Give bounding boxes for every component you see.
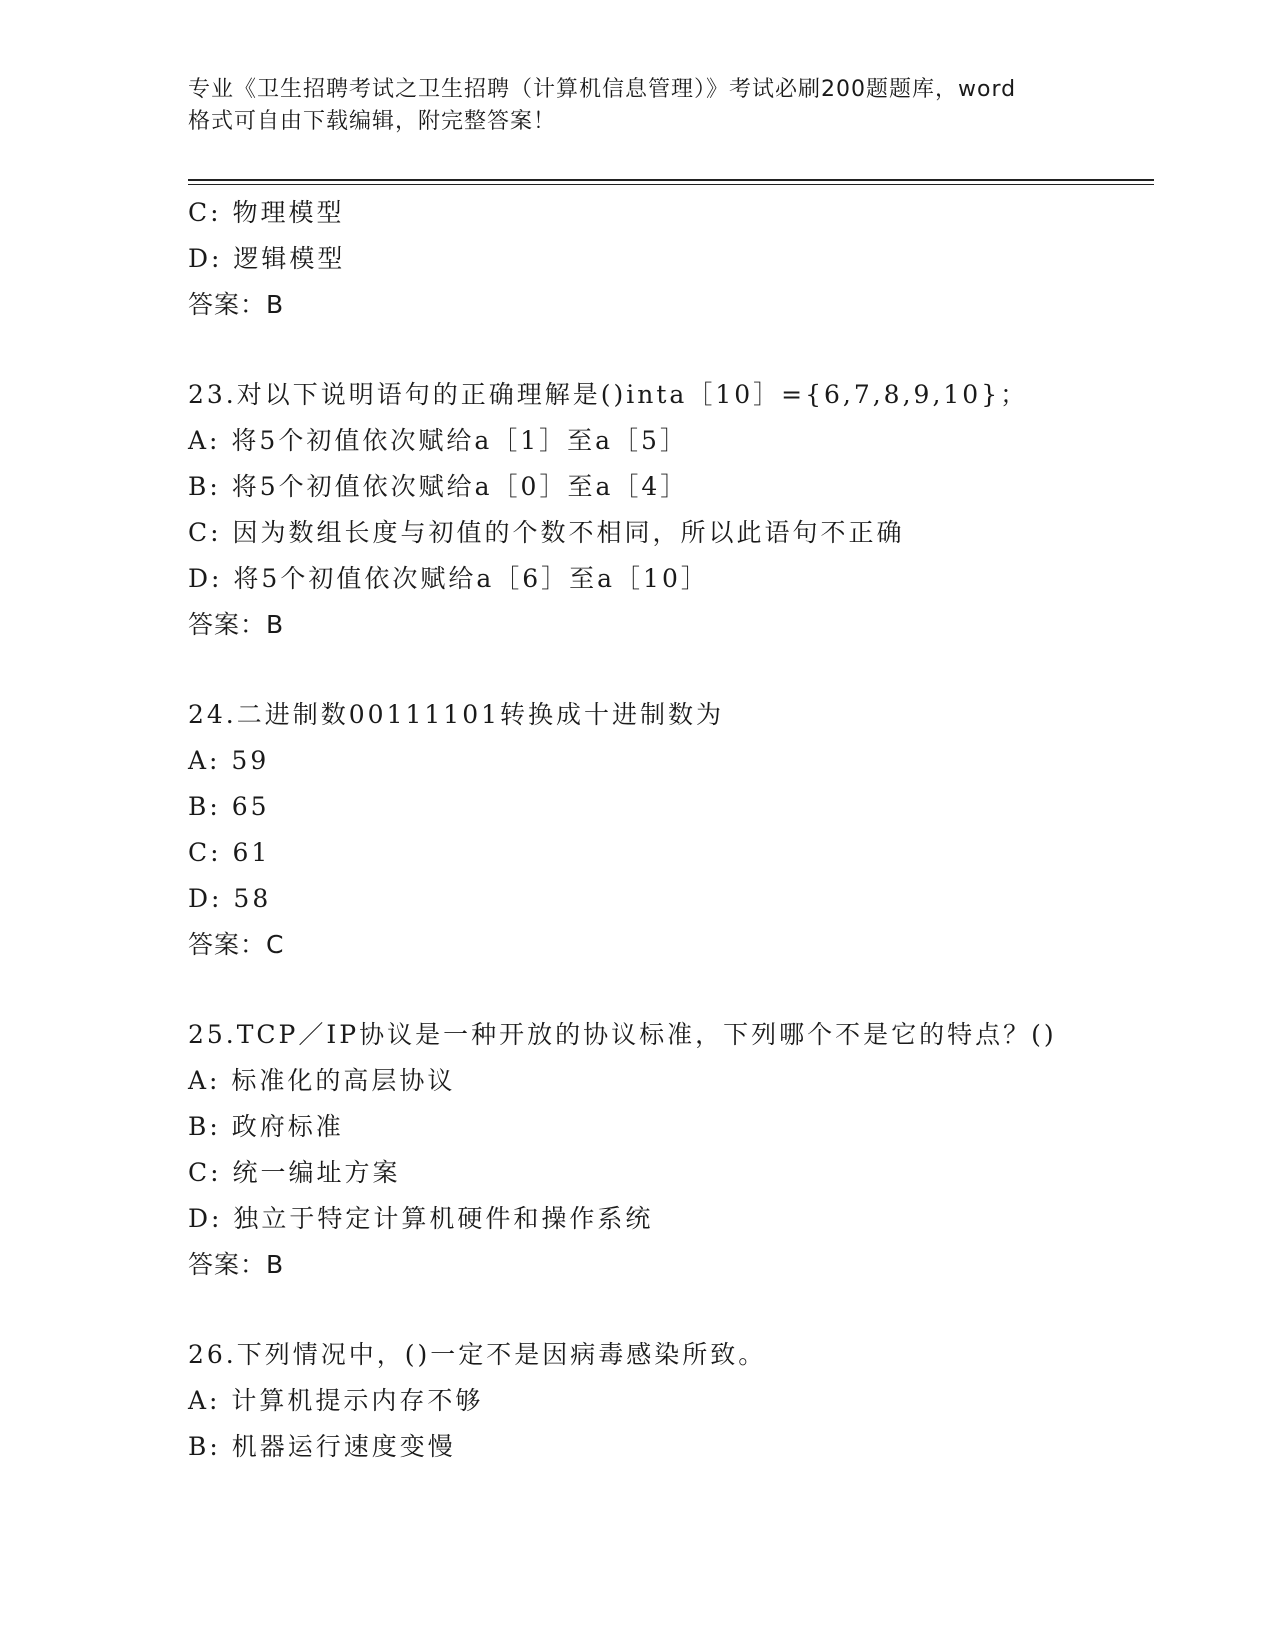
question-stem: 23.对以下说明语句的正确理解是()inta［10］={6,7,8,9,10}； xyxy=(188,380,1029,409)
spacer xyxy=(188,328,1154,372)
spacer xyxy=(188,1288,1154,1332)
question-24 xyxy=(188,692,1154,968)
option-c: C: 统一编址方案 xyxy=(188,1158,401,1187)
answer-label: 答案：B xyxy=(188,1250,285,1279)
answer-label: 答案：C xyxy=(188,930,285,959)
option-d: D: 58 xyxy=(188,884,272,913)
option-c: C: 物理模型 xyxy=(188,198,345,227)
question-22-tail xyxy=(188,190,1154,328)
header-title-line-1: 专业《卫生招聘考试之卫生招聘（计算机信息管理）》考试必刷200题题库，word xyxy=(188,77,1017,102)
option-c: C: 61 xyxy=(188,838,271,867)
question-stem: 24.二进制数00111101转换成十进制数为 xyxy=(188,700,725,729)
question-23 xyxy=(188,372,1154,648)
document-header xyxy=(188,74,1088,138)
option-d: D: 将5个初值依次赋给a［6］至a［10］ xyxy=(188,564,709,593)
header-divider-thin xyxy=(188,184,1154,185)
header-divider-thick xyxy=(188,179,1154,181)
question-25 xyxy=(188,1012,1154,1288)
option-b: B: 政府标准 xyxy=(188,1112,344,1141)
question-stem: 26.下列情况中，()一定不是因病毒感染所致。 xyxy=(188,1340,767,1369)
spacer xyxy=(188,968,1154,1012)
option-c: C: 因为数组长度与初值的个数不相同，所以此语句不正确 xyxy=(188,518,905,547)
option-b: B: 将5个初值依次赋给a［0］至a［4］ xyxy=(188,472,689,501)
question-list xyxy=(188,190,1154,1470)
option-a: A: 59 xyxy=(188,746,270,775)
answer-label: 答案：B xyxy=(188,610,285,639)
option-d: D: 逻辑模型 xyxy=(188,244,346,273)
option-b: B: 65 xyxy=(188,792,270,821)
spacer xyxy=(188,648,1154,692)
option-b: B: 机器运行速度变慢 xyxy=(188,1432,456,1461)
answer-label: 答案：B xyxy=(188,290,285,319)
option-a: A: 标准化的高层协议 xyxy=(188,1066,456,1095)
question-stem: 25.TCP／IP协议是一种开放的协议标准，下列哪个不是它的特点？() xyxy=(188,1020,1057,1049)
option-d: D: 独立于特定计算机硬件和操作系统 xyxy=(188,1204,654,1233)
option-a: A: 将5个初值依次赋给a［1］至a［5］ xyxy=(188,426,688,455)
option-a: A: 计算机提示内存不够 xyxy=(188,1386,484,1415)
question-26 xyxy=(188,1332,1154,1470)
header-title-line-2: 格式可自由下载编辑，附完整答案！ xyxy=(188,109,557,134)
